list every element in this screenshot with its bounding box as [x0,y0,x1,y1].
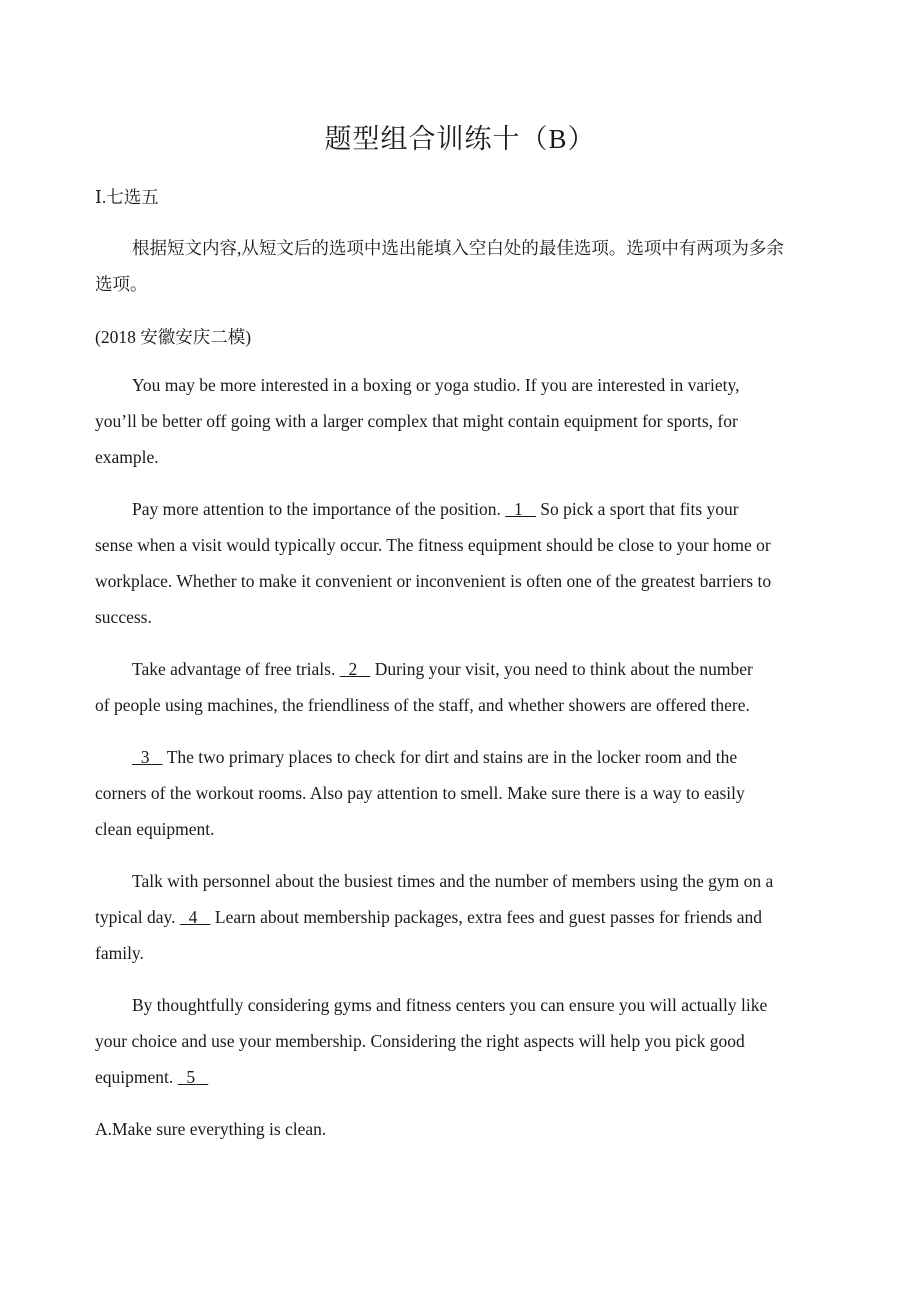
instructions-line-2: 选项。 [95,274,148,294]
p2-text-after: So pick a sport that fits your [540,499,739,519]
p5-text-before: typical day. [95,907,176,927]
p5-text-after: Learn about membership packages, extra fees and guest passes for friends and [214,907,763,927]
p4-line-3: clean equipment. [95,819,215,839]
p1-line-3: example. [95,447,159,467]
source-note: (2018 安徽安庆二模) [95,327,252,347]
blank-4[interactable] [180,907,211,927]
p2-line-2: sense when a visit would typically occur. The fitness equipment should be close to your home or [95,535,771,555]
p3-line-2: of people using machines, the friendliness of the staff, and whether showers are offered there. [95,695,750,715]
p4-line-2: corners of the workout rooms. Also pay attention to smell. Make sure there is a way to easily [95,783,745,803]
p2-line-3: workplace. Whether to make it convenient or inconvenient is often one of the greatest barriers to [95,571,772,591]
blank-5[interactable] [178,1067,209,1087]
blank-1[interactable] [505,499,536,519]
p5-line-3: family. [95,943,144,963]
page-title: 题型组合训练十（B） [324,124,596,154]
p3-text-before: Take advantage of free trials. [132,659,336,679]
p3-text-after: During your visit, you need to think about the number [374,659,753,679]
p6-line-1: By thoughtfully considering gyms and fitness centers you can ensure you will actually like [132,995,768,1015]
p2-line-1 [132,499,739,520]
p2-text-before: Pay more attention to the importance of the position. [132,499,501,519]
blank-2[interactable] [340,659,371,679]
p4-line-1 [132,747,737,768]
blank-number: 3 [140,747,150,767]
section-heading: Ⅰ.七选五 [95,187,159,207]
blank-number: 1 [514,499,523,519]
p5-line-2 [95,907,762,928]
blank-3[interactable] [132,747,163,767]
p6-text-before: equipment. [95,1067,174,1087]
blank-number: 5 [186,1067,196,1087]
option-a: A.Make sure everything is clean. [95,1119,327,1139]
p3-line-1 [132,659,753,680]
p2-line-4: success. [95,607,152,627]
p1-line-2: you’ll be better off going with a larger complex that might contain equipment for sports, for [95,411,738,431]
blank-number: 4 [188,907,198,927]
p1-line-1: You may be more interested in a boxing or yoga studio. If you are interested in variety, [132,375,740,395]
p6-line-3 [95,1067,208,1088]
instructions-line-1: 根据短文内容,从短文后的选项中选出能填入空白处的最佳选项。选项中有两项为多余 [132,238,784,258]
p6-line-2: your choice and use your membership. Considering the right aspects will help you pick good [95,1031,745,1051]
blank-number: 2 [348,659,358,679]
p4-text-after: The two primary places to check for dirt and stains are in the locker room and the [166,747,738,767]
p5-line-1: Talk with personnel about the busiest times and the number of members using the gym on a [132,871,774,891]
